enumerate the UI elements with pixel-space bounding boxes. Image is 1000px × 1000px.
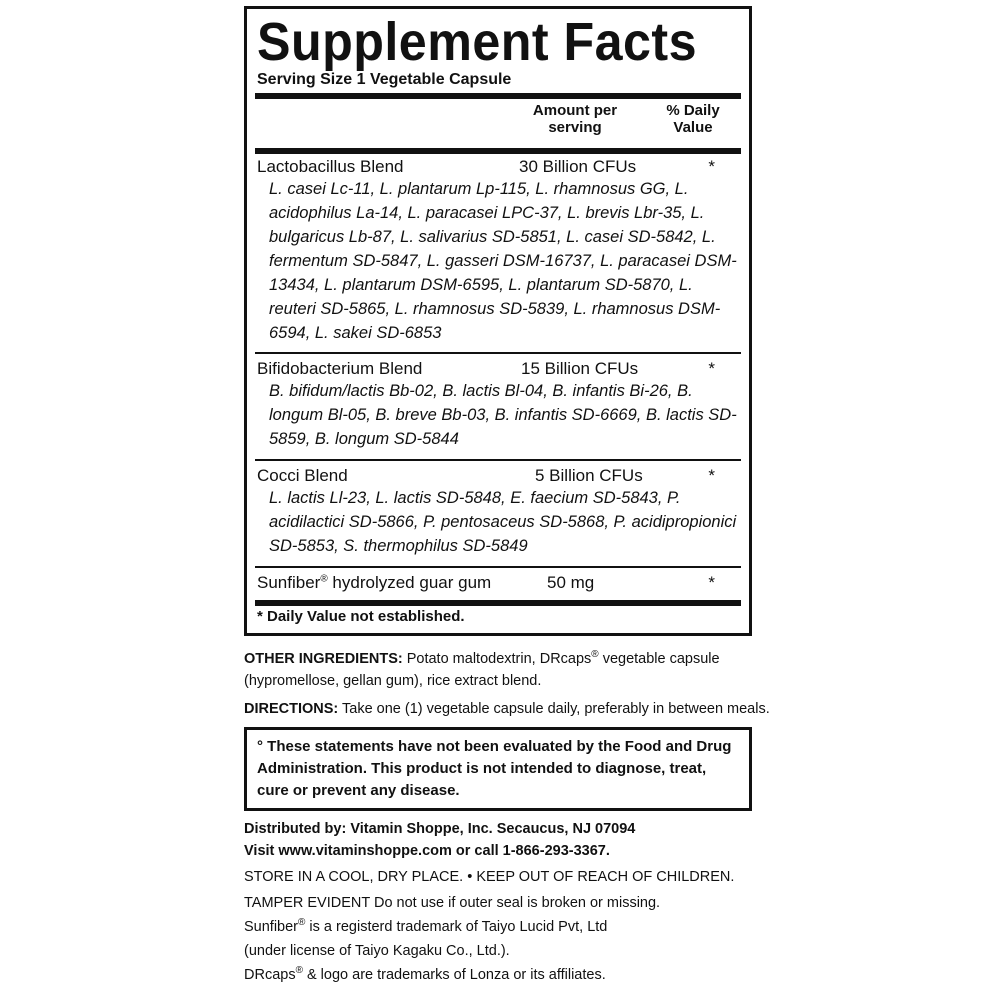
row-divider: [255, 566, 741, 568]
blend-amount: 30 Billion CFUs: [519, 157, 637, 176]
distributor-line: Distributed by: Vitamin Shoppe, Inc. Secaucus, NJ 07094: [244, 821, 636, 837]
daily-value-footnote: * Daily Value not established.: [257, 608, 465, 625]
sunfiber-name: Sunfiber® hydrolyzed guar gum: [257, 573, 492, 592]
fda-disclaimer-box: [244, 727, 752, 811]
directions: DIRECTIONS: Take one (1) vegetable capsule daily, preferably in between meals.: [244, 701, 770, 717]
other-ingredients: OTHER INGREDIENTS: Potato maltodextrin, DRcaps® vegetable capsule: [244, 649, 720, 667]
tamper-evident: TAMPER EVIDENT Do not use if outer seal is broken or missing.: [244, 895, 661, 911]
sunfiber-trademark: Sunfiber® is a registerd trademark of Taiyo Lucid Pvt, Ltd: [244, 917, 608, 935]
blend-strains: B. bifidum/lactis Bb-02, B. lactis Bl-04, B. infantis Bi-26, B. longum Bl-05, B. breve Bb-03, B. infantis SD-6669, B. lactis SD-5859, B. longum SD-5844: [269, 382, 737, 448]
blend-bifidobacterium: [255, 359, 741, 459]
blend-daily-value: *: [708, 466, 715, 485]
sunfiber-daily-value: *: [708, 573, 715, 592]
bottom-rule: [255, 600, 741, 606]
blend-name: Cocci Blend: [257, 466, 348, 485]
blend-name: Bifidobacterium Blend: [257, 359, 423, 378]
sunfiber-row: [255, 573, 741, 597]
blend-lactobacillus: [255, 157, 741, 349]
fda-disclaimer-text: ° These statements have not been evaluated by the Food and Drug Administration. This product is not intended to diagnose, treat, cure or prevent any disease.: [257, 738, 732, 799]
sunfiber-amount: 50 mg: [547, 573, 595, 592]
row-divider: [255, 352, 741, 354]
header-rule: [255, 148, 741, 154]
drcaps-trademark: DRcaps® & logo are trademarks of Lonza or its affiliates.: [244, 965, 606, 983]
other-ingredients-line2: (hypromellose, gellan gum), rice extract blend.: [244, 673, 542, 689]
blend-amount: 5 Billion CFUs: [535, 466, 643, 485]
daily-value-header: % Daily Value: [666, 102, 720, 136]
panel-title: Supplement Facts: [257, 12, 697, 72]
amount-header: Amount per serving: [532, 102, 618, 136]
row-divider: [255, 459, 741, 461]
blend-daily-value: *: [708, 157, 715, 176]
license-line: (under license of Taiyo Kagaku Co., Ltd.).: [244, 943, 510, 959]
blend-strains: L. lactis Ll-23, L. lactis SD-5848, E. faecium SD-5843, P. acidilactici SD-5866, P. pentosaceus SD-5868, P. acidipropionici SD-5853, S. thermophilus SD-5849: [269, 489, 737, 555]
contact-line: Visit www.vitaminshoppe.com or call 1-866-293-3367.: [244, 843, 610, 859]
serving-size: Serving Size 1 Vegetable Capsule: [257, 71, 512, 88]
supplement-facts-panel: [244, 6, 752, 636]
thick-rule: [255, 93, 741, 99]
blend-name: Lactobacillus Blend: [257, 157, 404, 176]
blend-daily-value: *: [708, 359, 715, 378]
blend-strains: L. casei Lc-11, L. plantarum Lp-115, L. rhamnosus GG, L. acidophilus La-14, L. paracasei LPC-37, L. brevis Lbr-35, L. bulgaricus Lb-87, L. salivarius SD-5851, L. casei SD-5842, L. fermentum SD-5847, L. gasseri DSM-16737, L. paracasei DSM-13434, L. plantarum DSM-6595, L. plantarum SD-5870, L. reuteri SD-5865, L. rhamnosus SD-5839, L. rhamnosus DSM-6594, L. sakei SD-6853: [269, 180, 737, 342]
blend-cocci: [255, 466, 741, 566]
storage-warning: STORE IN A COOL, DRY PLACE. • KEEP OUT OF REACH OF CHILDREN.: [244, 869, 735, 885]
blend-amount: 15 Billion CFUs: [521, 359, 639, 378]
